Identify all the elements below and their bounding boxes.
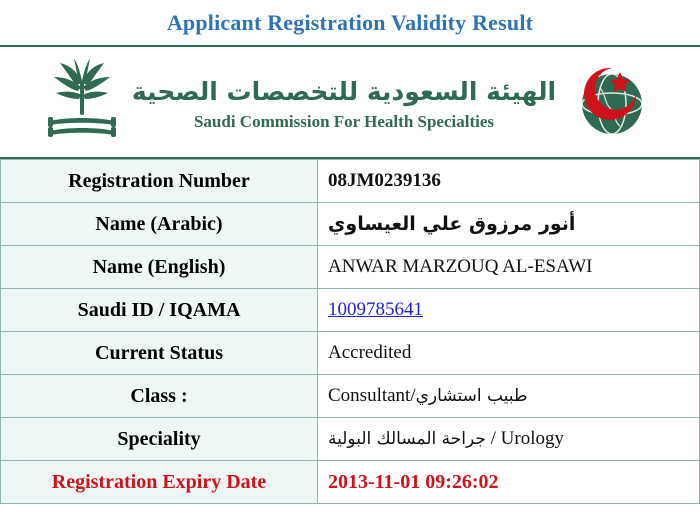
row-value-speciality bbox=[318, 418, 700, 461]
page-title: Applicant Registration Validity Result bbox=[166, 9, 534, 35]
speciality-english-text: Urology bbox=[500, 428, 564, 449]
table-row bbox=[1, 246, 700, 289]
speciality-separator: / bbox=[485, 428, 501, 449]
organization-banner bbox=[0, 47, 700, 159]
class-arabic-text: طبيب استشاري bbox=[415, 386, 528, 406]
table-row bbox=[1, 203, 700, 246]
row-label-expiry-date bbox=[1, 461, 318, 504]
row-value-name-english: ANWAR MARZOUQ AL-ESAWI bbox=[318, 246, 700, 289]
row-value-current-status: Accredited bbox=[318, 332, 700, 375]
speciality-arabic-text: جراحة المسالك البولية bbox=[328, 429, 486, 449]
row-value-saudi-id bbox=[318, 289, 700, 332]
organization-name-english: Saudi Commission For Health Specialties bbox=[193, 111, 495, 131]
organization-name-arabic: الهيئة السعودية للتخصصات الصحية bbox=[131, 77, 557, 107]
row-label-saudi-id: Saudi ID / IQAMA bbox=[1, 289, 318, 332]
saudi-id-link[interactable]: 1009785641 bbox=[328, 299, 423, 320]
row-label-class: Class : bbox=[1, 375, 318, 418]
row-label-name-arabic: Name (Arabic) bbox=[1, 203, 318, 246]
class-separator: / bbox=[410, 385, 416, 406]
row-value-registration-number: 08JM0239136 bbox=[318, 160, 700, 203]
globe-crescent-icon bbox=[570, 60, 654, 144]
row-value-class bbox=[318, 375, 700, 418]
table-row bbox=[1, 375, 700, 418]
organization-names bbox=[132, 76, 556, 131]
row-label-name-english: Name (English) bbox=[1, 246, 318, 289]
expiry-date-text: 2013-11-01 09:26:02 bbox=[328, 470, 499, 493]
arabic-name-text: أنور مرزوق علي العيساوي bbox=[328, 212, 576, 235]
table-row bbox=[1, 461, 700, 504]
registration-details-table bbox=[0, 159, 700, 504]
page-header bbox=[0, 0, 700, 47]
row-label-speciality: Speciality bbox=[1, 418, 318, 461]
row-label-current-status: Current Status bbox=[1, 332, 318, 375]
table-row bbox=[1, 289, 700, 332]
table-row bbox=[1, 418, 700, 461]
table-row bbox=[1, 332, 700, 375]
row-value-expiry-date bbox=[318, 461, 700, 504]
expiry-label-text: Registration Expiry Date bbox=[51, 470, 267, 493]
palm-and-swords-icon bbox=[46, 59, 118, 145]
class-english-text: Consultant bbox=[328, 385, 411, 406]
row-label-registration-number: Registration Number bbox=[1, 160, 318, 203]
row-value-name-arabic bbox=[318, 203, 700, 246]
table-row bbox=[1, 160, 700, 203]
